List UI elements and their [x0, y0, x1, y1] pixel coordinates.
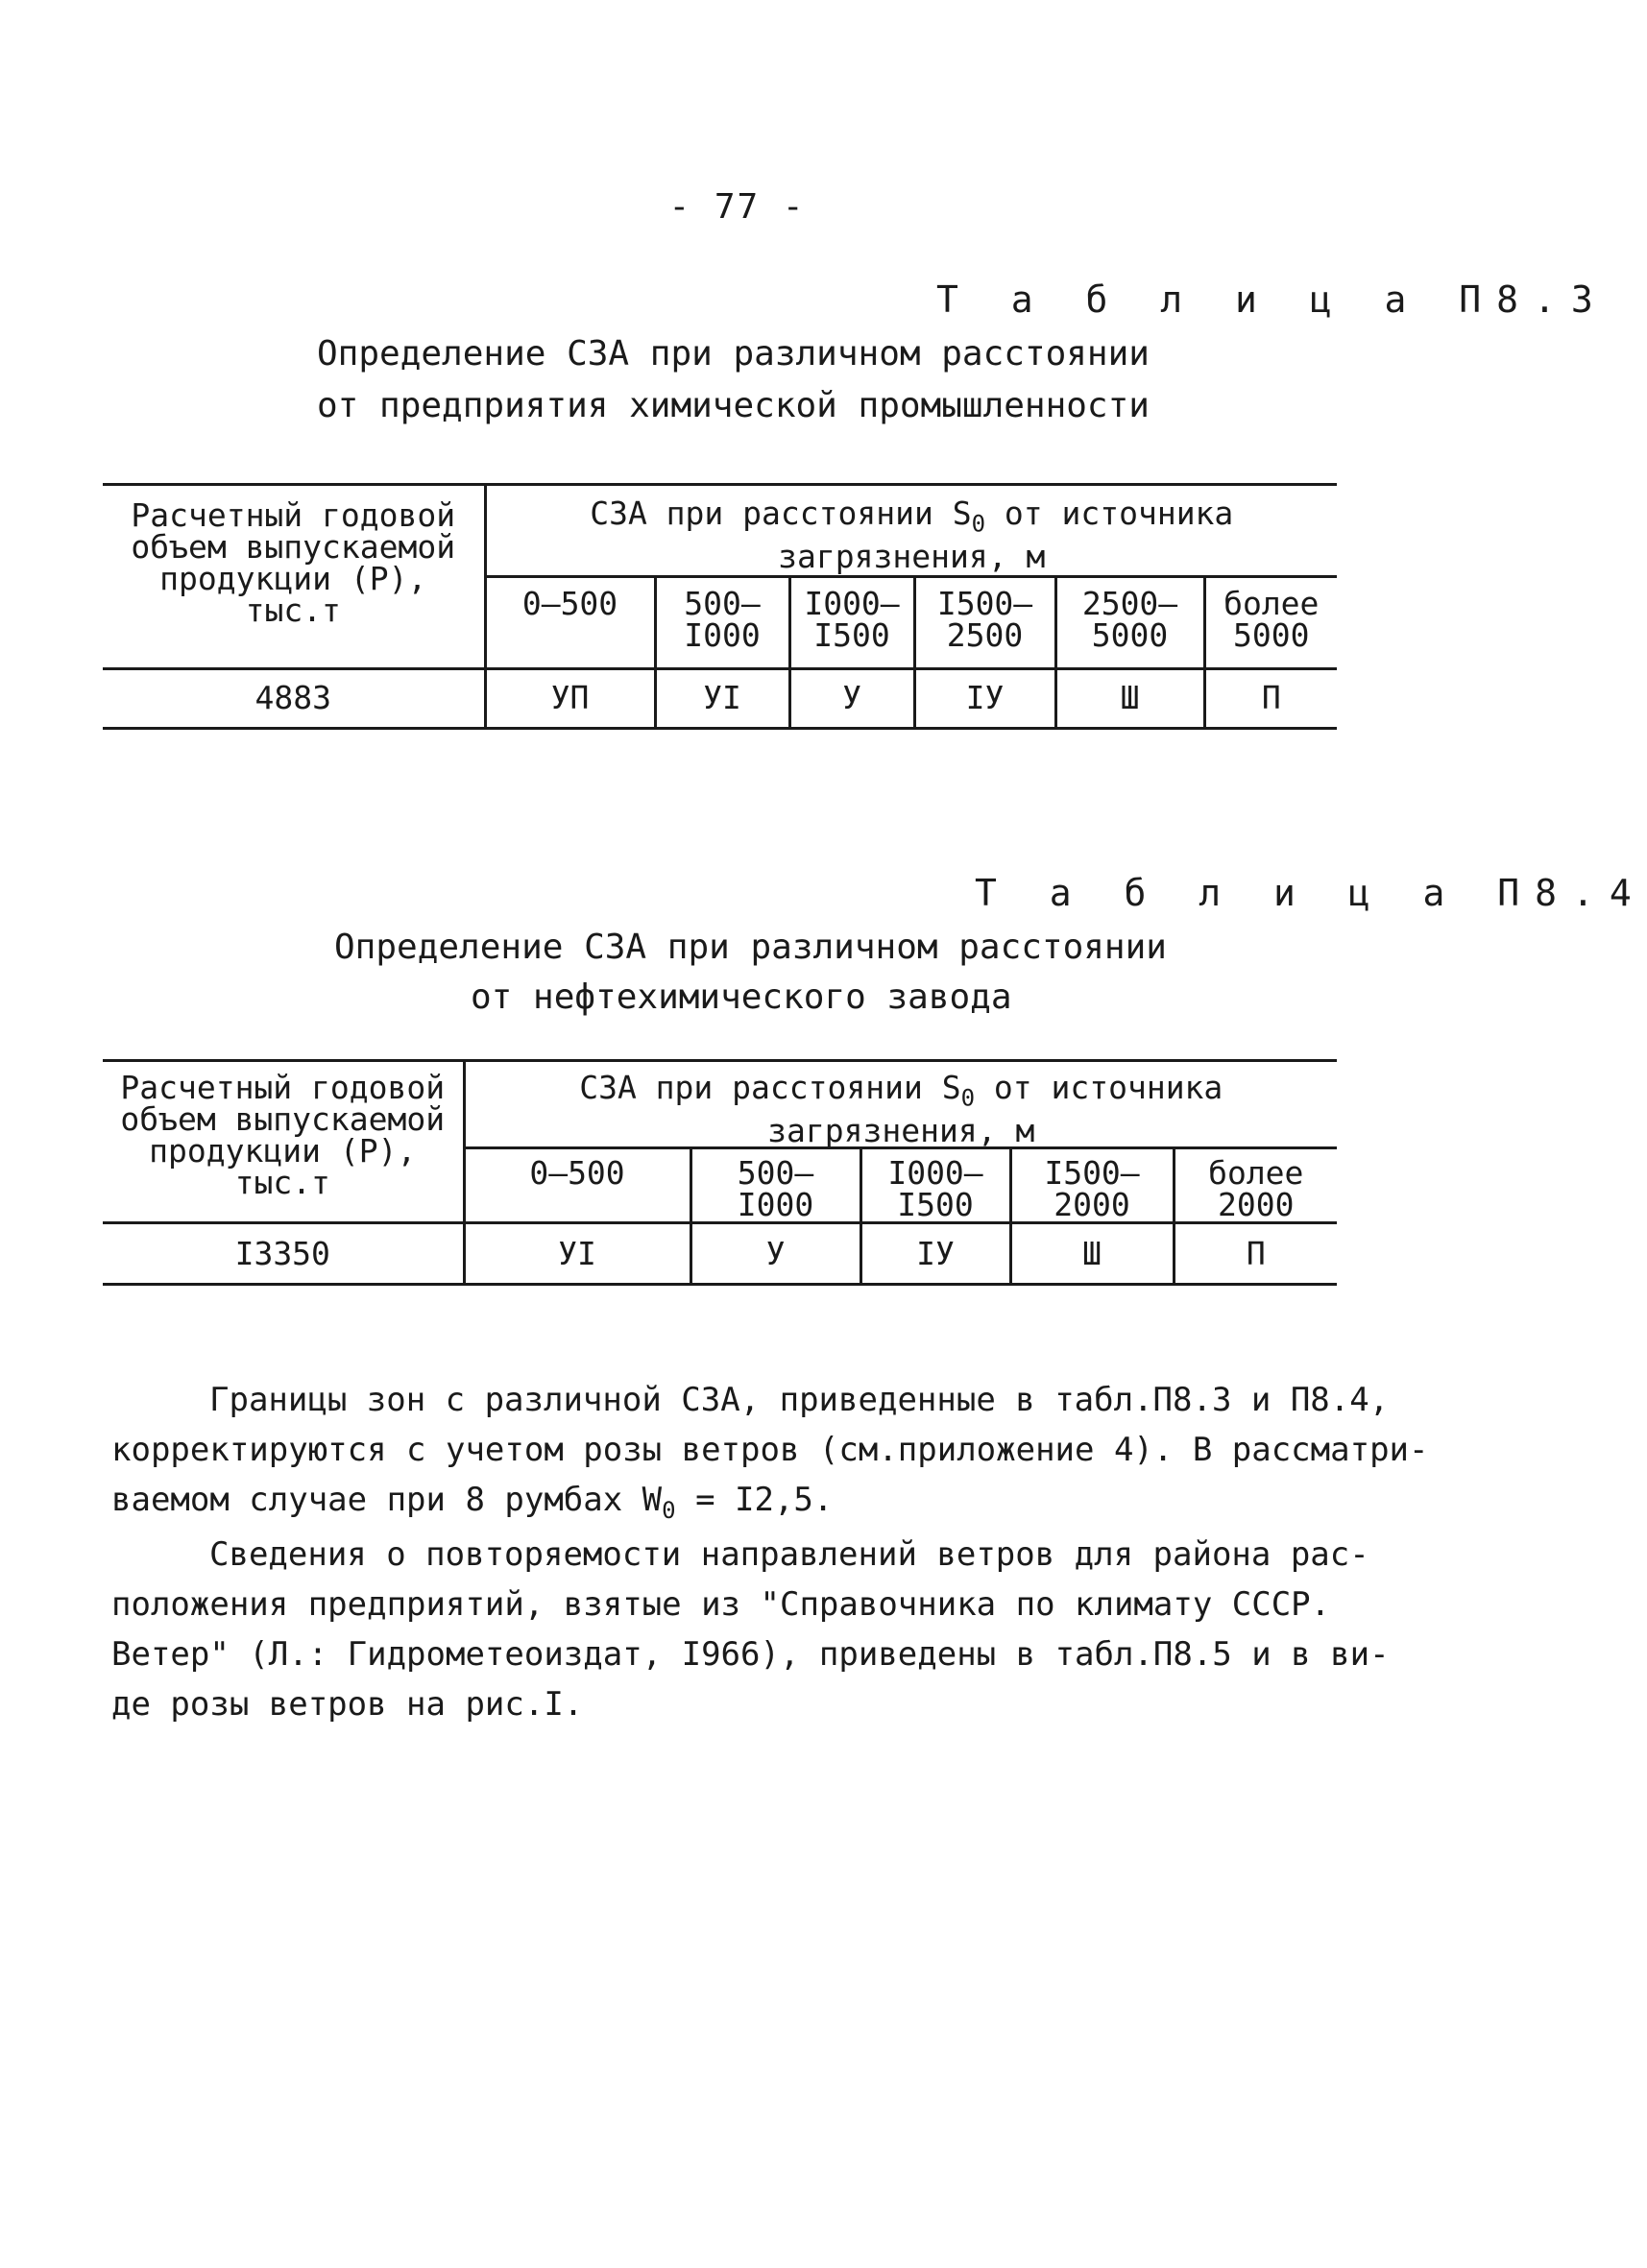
table1-caption-line2: от предприятия химической промышленности: [317, 386, 1150, 425]
table1-col-header-line: 500–: [684, 585, 761, 622]
paragraph-text: ваемом случае при 8 румбах W: [111, 1481, 663, 1519]
paragraph-line: Границы зон с различной СЗА, приведенные в табл.П8.3 и П8.4,: [209, 1381, 1390, 1419]
table1-cell: УI: [655, 669, 789, 729]
table2-col-header-line: I500: [897, 1185, 974, 1223]
table1-col-header: [914, 577, 1055, 669]
paragraph-line: Сведения о повторяемости направлений ветров для района рас-: [209, 1535, 1369, 1574]
table2-row-header: [103, 1061, 464, 1223]
table2-col-header-line: 0–500: [529, 1153, 625, 1192]
table2-col-header: [690, 1147, 860, 1222]
table2-row-header-line: Расчетный годовой: [120, 1069, 446, 1106]
table1-col-header: [789, 577, 914, 669]
paragraph-line: Ветер" (Л.: Гидрометеоиздат, I966), приведены в табл.П8.5 и в ви-: [111, 1635, 1390, 1674]
table1-row-value: 4883: [103, 669, 485, 729]
table2-caption-line2: от нефтехимического завода: [471, 977, 1012, 1017]
table2-cell: Ш: [1010, 1222, 1174, 1284]
table2-row-value: I3350: [103, 1222, 464, 1284]
table1-col-header: [655, 577, 789, 669]
table1-cell: IУ: [914, 669, 1055, 729]
table1-col-header-line: I500: [813, 616, 890, 654]
table2-group-header-sub: 0: [960, 1084, 976, 1112]
table1-row-header-line: объем выпускаемой: [131, 528, 456, 566]
table1-col-header-line: 5000: [1233, 616, 1310, 654]
table1-col-header-line: I000: [684, 616, 761, 654]
table1-cell: П: [1204, 669, 1337, 729]
paragraph-text: = I2,5.: [675, 1481, 834, 1519]
table2-row-header-line: тыс.т: [234, 1164, 330, 1201]
table2-caption-line1: Определение СЗА при различном расстоянии: [334, 928, 1167, 967]
table1-col-header: [485, 577, 655, 669]
page-number: - 77 -: [668, 187, 806, 227]
paragraph-line: де розы ветров на рис.I.: [111, 1685, 584, 1724]
table2-cell: У: [690, 1222, 860, 1284]
table1-col-header-line: I500–: [936, 585, 1033, 622]
table2-col-header: [860, 1147, 1010, 1222]
table2-col-header: [464, 1147, 690, 1222]
table1-col-header: [1055, 577, 1204, 669]
table2: [103, 1059, 1337, 1286]
table1-caption-line1: Определение СЗА при различном расстоянии: [317, 334, 1150, 374]
table1-row-header: [103, 485, 485, 669]
table1-cell: УП: [485, 669, 655, 729]
table2-col-header-line: более: [1208, 1153, 1304, 1192]
table1-col-header-line: более: [1223, 585, 1320, 622]
table1-col-header-line: 2500–: [1081, 585, 1178, 622]
table2-col-header-line: 500–: [737, 1153, 814, 1192]
table2-col-header-line: I500–: [1044, 1153, 1140, 1192]
table1-col-header-line: 2500: [946, 616, 1024, 654]
table2-col-header-line: I000: [737, 1185, 814, 1223]
table2-group-header-text: СЗА при расстоянии S: [579, 1069, 961, 1106]
table1-row-header-line: Расчетный годовой: [131, 496, 456, 534]
paragraph-line: [111, 1475, 833, 1535]
table2-col-header-line: I000–: [887, 1153, 983, 1192]
table2-col-header-line: 2000: [1054, 1185, 1130, 1223]
table1-col-header: [1204, 577, 1337, 669]
paragraph-subscript: 0: [662, 1496, 676, 1524]
table2-cell: УI: [464, 1222, 690, 1284]
table2-col-header-line: 2000: [1218, 1185, 1295, 1223]
table2-cell: П: [1174, 1222, 1337, 1284]
table1-group-header-line2: загрязнения, м: [778, 537, 1046, 575]
table2-col-header: [1010, 1147, 1174, 1222]
table2-group-header-tail: от источника: [975, 1069, 1223, 1106]
table1-group-header-sub: 0: [971, 510, 986, 538]
table2-cell: IУ: [860, 1222, 1010, 1284]
table1-group-header-text: СЗА при расстоянии S: [590, 495, 972, 532]
table1: [103, 483, 1337, 730]
table2-col-header: [1174, 1147, 1337, 1222]
table1-col-header-line: I000–: [804, 585, 900, 622]
table1-label: Т а б л и ц а П8.3: [936, 278, 1609, 321]
table1-row-header-line: продукции (Р),: [159, 560, 427, 597]
paragraph-line: корректируются с учетом розы ветров (см.приложение 4). В рассматри-: [111, 1431, 1429, 1469]
table1-group-header: [485, 485, 1337, 577]
table2-group-header-line2: загрязнения, м: [767, 1111, 1035, 1149]
table2-row-header-line: объем выпускаемой: [120, 1100, 446, 1138]
table1-cell: Ш: [1055, 669, 1204, 729]
table1-col-header-line: 0–500: [521, 585, 618, 622]
table1-row-header-line: тыс.т: [245, 591, 341, 629]
table1-cell: У: [789, 669, 914, 729]
table1-group-header-tail: от источника: [985, 495, 1234, 532]
paragraph-line: положения предприятий, взятые из "Справочника по климату СССР.: [111, 1585, 1331, 1624]
table2-label: Т а б л и ц а П8.4: [975, 872, 1647, 914]
table2-row-header-line: продукции (Р),: [149, 1132, 417, 1170]
table1-col-header-line: 5000: [1091, 616, 1169, 654]
table2-group-header: [464, 1061, 1337, 1148]
